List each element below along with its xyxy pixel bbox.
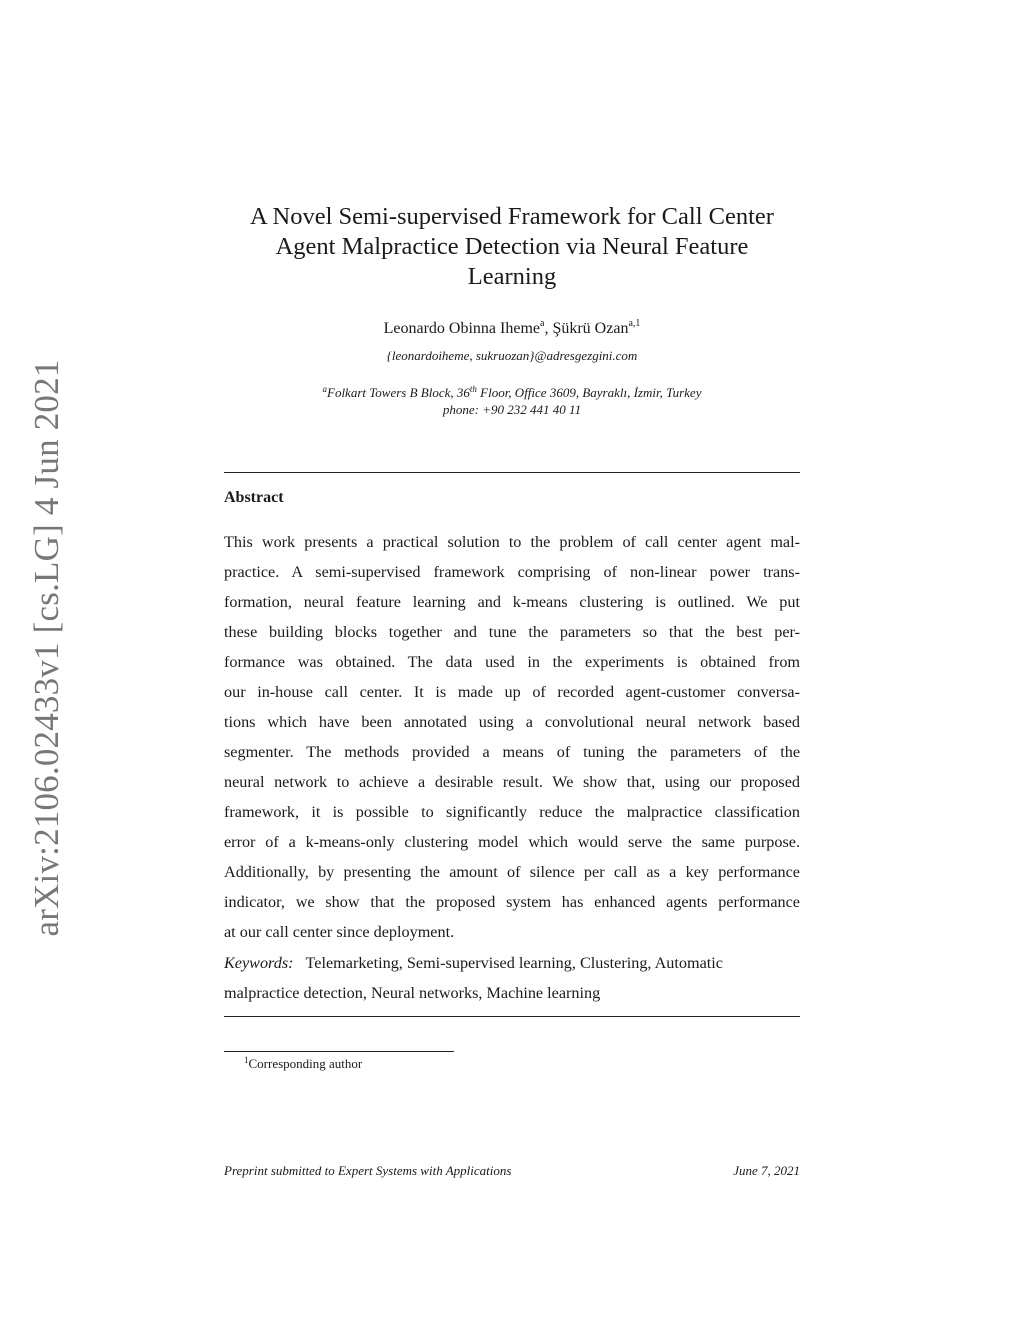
ordinal-suffix: th xyxy=(469,384,477,394)
abstract-line: these building blocks together and tune the parameters so that the best per- xyxy=(224,623,800,641)
title-line: Learning xyxy=(467,263,557,290)
abstract-heading: Abstract xyxy=(224,489,284,506)
abstract-line: formation, neural feature learning and k-means clustering is outlined. We put xyxy=(224,593,800,611)
preprint-date: June 7, 2021 xyxy=(733,1163,800,1178)
title-line: A Novel Semi-supervised Framework for Call Center xyxy=(250,203,774,230)
keywords-line xyxy=(224,948,800,978)
keywords xyxy=(224,948,800,1008)
affiliation-address-prefix: Folkart Towers B Block, 36 xyxy=(327,385,470,400)
footnote-mark: 1 xyxy=(244,1055,249,1065)
author-name: Şükrü Ozan xyxy=(552,320,629,337)
affiliation-phone: phone: +90 232 441 40 11 xyxy=(442,402,582,417)
abstract-line: tions which have been annotated using a convolutional neural network based xyxy=(224,713,800,731)
abstract-line: segmenter. The methods provided a means of tuning the parameters of the xyxy=(224,743,800,761)
footnote-text: Corresponding author xyxy=(248,1056,363,1071)
abstract-line: indicator, we show that the proposed system has enhanced agents performance xyxy=(224,893,800,911)
author-name: Leonardo Obinna Iheme xyxy=(383,320,540,337)
abstract-bottom-rule xyxy=(224,1016,800,1017)
affiliation-address xyxy=(224,381,800,401)
abstract-line: Additionally, by presenting the amount of silence per call as a key performance xyxy=(224,863,800,881)
abstract-line: framework, it is possible to significantly reduce the malpractice classification xyxy=(224,803,800,821)
abstract-line: error of a k-means-only clustering model which would serve the same purpose. xyxy=(224,833,800,851)
title-line: Agent Malpractice Detection via Neural Feature xyxy=(275,233,749,260)
abstract-line: neural network to achieve a desirable result. We show that, using our proposed xyxy=(224,773,800,791)
paper-title xyxy=(224,202,800,292)
author-emails: {leonardoiheme, sukruozan}@adresgezgini.com xyxy=(386,348,638,363)
abstract-line: at our call center since deployment. xyxy=(224,923,455,941)
abstract-body xyxy=(224,527,800,947)
footnote-rule xyxy=(224,1051,454,1052)
abstract-top-rule xyxy=(224,472,800,473)
abstract-line: practice. A semi-supervised framework comprising of non-linear power trans- xyxy=(224,563,800,581)
affiliation xyxy=(224,381,800,418)
author-list xyxy=(224,318,800,338)
abstract-line: formance was obtained. The data used in the experiments is obtained from xyxy=(224,653,800,671)
affiliation-mark: a xyxy=(540,318,545,329)
keywords-line: malpractice detection, Neural networks, Machine learning xyxy=(224,984,601,1002)
footnote xyxy=(244,1055,362,1072)
abstract-line: our in-house call center. It is made up of recorded agent-customer conversa- xyxy=(224,683,800,701)
abstract-line: This work presents a practical solution to the problem of call center agent mal- xyxy=(224,533,800,551)
affiliation-mark: a,1 xyxy=(628,318,641,329)
preprint-notice: Preprint submitted to Expert Systems with Applications xyxy=(224,1163,512,1178)
affiliation-address-suffix: Floor, Office 3609, Bayraklı, İzmir, Turkey xyxy=(476,385,702,400)
author-separator: , xyxy=(544,320,553,337)
arxiv-identifier: arXiv:2106.02433v1 [cs.LG] 4 Jun 2021 xyxy=(27,359,66,937)
keywords-text: Telemarketing, Semi-supervised learning, Clustering, Automatic xyxy=(305,954,723,972)
keywords-label: Keywords: xyxy=(224,954,294,972)
affiliation-mark: a xyxy=(322,384,327,394)
